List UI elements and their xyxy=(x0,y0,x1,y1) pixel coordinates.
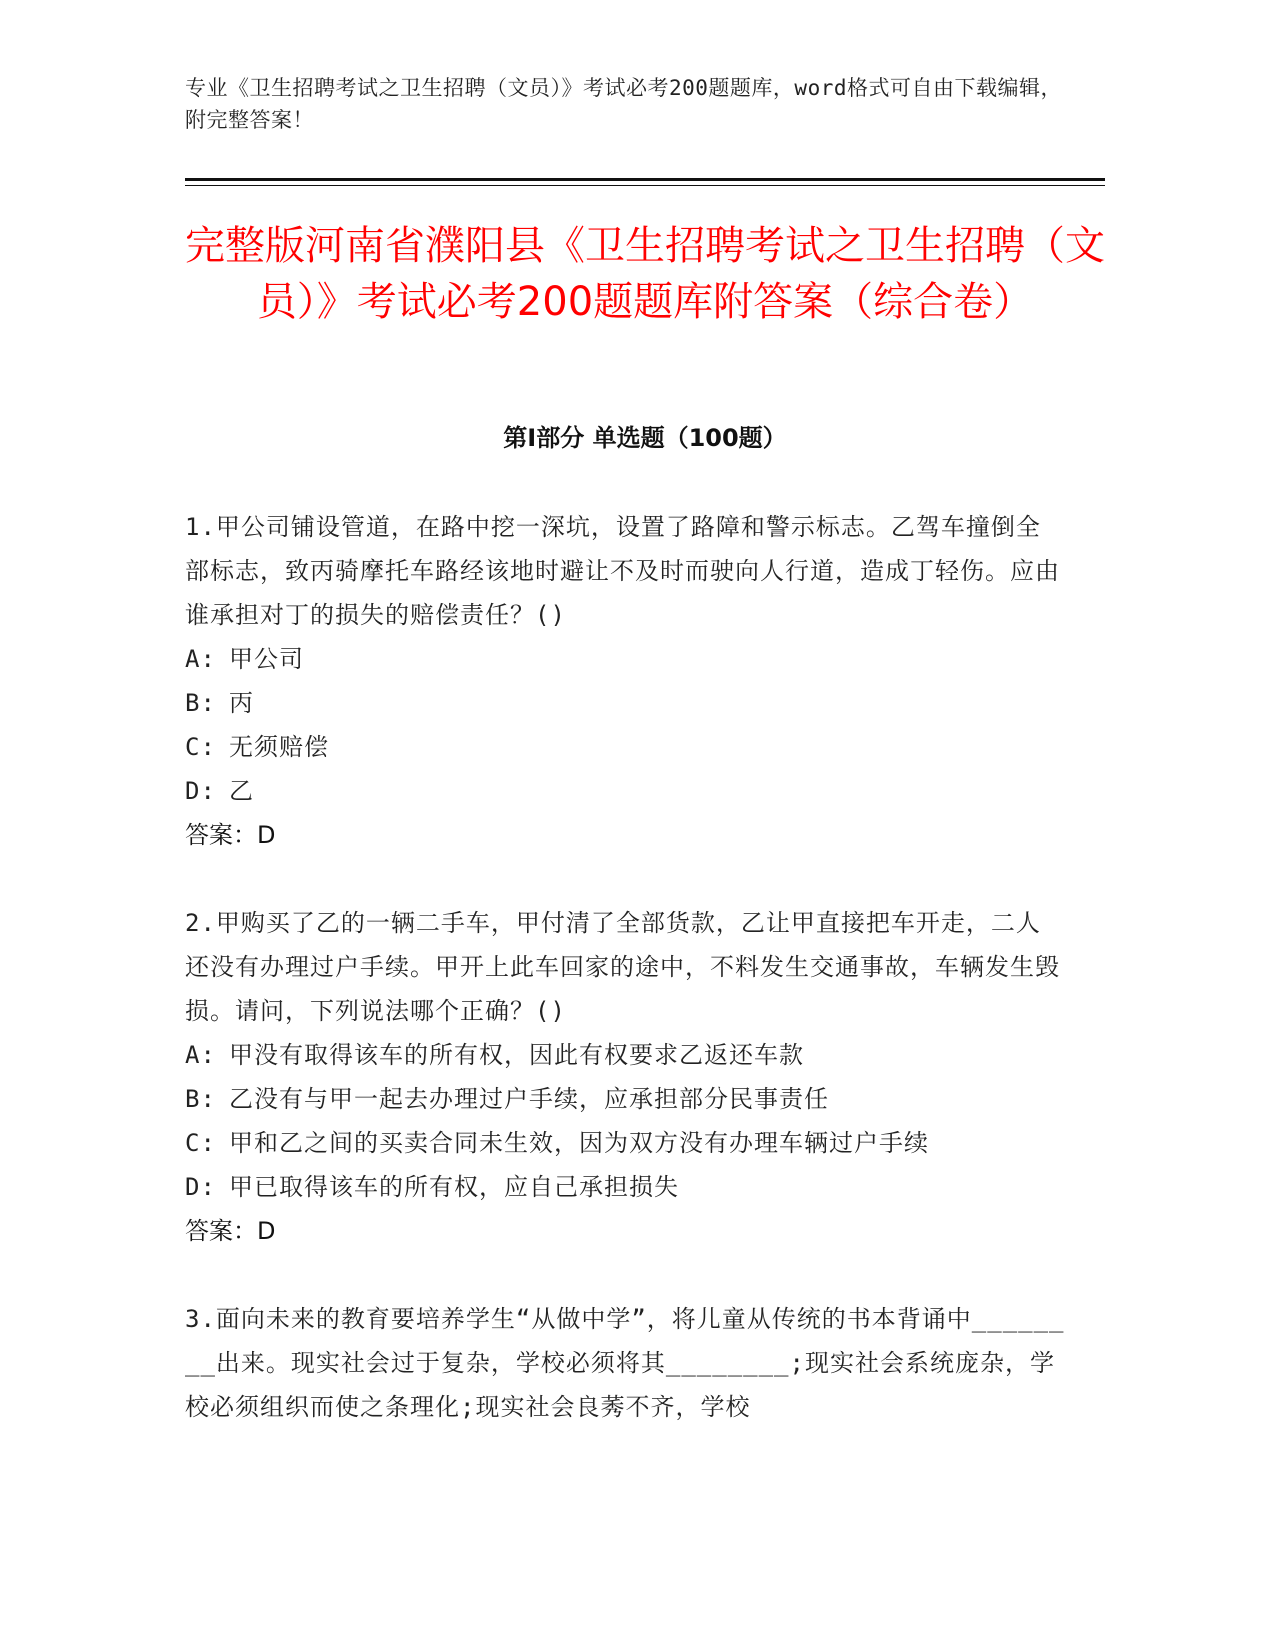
header-rule-thick xyxy=(185,178,1105,181)
option-d xyxy=(185,769,1065,813)
option-text: 乙没有与甲一起去办理过户手续，应承担部分民事责任 xyxy=(229,1085,829,1113)
option-key: A: xyxy=(185,645,216,673)
option-a xyxy=(185,637,1065,681)
document-title: 完整版河南省濮阳县《卫生招聘考试之卫生招聘（文员）》考试必考200题题库附答案（综合卷） xyxy=(185,223,1105,325)
question-stem: 3.面向未来的教育要培养学生“从做中学”，将儿童从传统的书本背诵中________出来。现实社会过于复杂，学校必须将其________;现实社会系统庞杂，学校必须组织而使之条理化;现实社会良莠不齐，学校 xyxy=(185,1305,1065,1421)
option-key: D: xyxy=(185,1173,216,1201)
option-text: 丙 xyxy=(229,689,254,717)
option-a xyxy=(185,1033,1065,1077)
option-text: 甲公司 xyxy=(229,645,304,673)
header-note: 专业《卫生招聘考试之卫生招聘（文员）》考试必考200题题库，word格式可自由下载编辑，附完整答案！ xyxy=(185,76,1062,132)
option-d xyxy=(185,1165,1065,1209)
section-title: 第Ⅰ部分 单选题（100题） xyxy=(503,424,787,452)
option-key: A: xyxy=(185,1041,216,1069)
question-stem: 2.甲购买了乙的一辆二手车，甲付清了全部货款，乙让甲直接把车开走，二人还没有办理过户手续。甲开上此车回家的途中，不料发生交通事故，车辆发生毁损。请问，下列说法哪个正确？() xyxy=(185,909,1060,1025)
option-key: D: xyxy=(185,777,216,805)
question-3 xyxy=(185,1297,1065,1429)
option-key: C: xyxy=(185,733,216,761)
answer-line: 答案：D xyxy=(185,821,276,849)
option-text: 乙 xyxy=(229,777,254,805)
option-text: 甲已取得该车的所有权，应自己承担损失 xyxy=(229,1173,679,1201)
question-2 xyxy=(185,901,1065,1253)
option-text: 甲没有取得该车的所有权，因此有权要求乙返还车款 xyxy=(229,1041,804,1069)
option-key: B: xyxy=(185,1085,216,1113)
option-key: B: xyxy=(185,689,216,717)
header-rule-thin xyxy=(185,185,1105,186)
option-b xyxy=(185,681,1065,725)
answer-line: 答案：D xyxy=(185,1217,276,1245)
option-c xyxy=(185,725,1065,769)
question-list xyxy=(185,505,1065,1473)
option-key: C: xyxy=(185,1129,216,1157)
question-stem: 1.甲公司铺设管道，在路中挖一深坑，设置了路障和警示标志。乙驾车撞倒全部标志，致丙骑摩托车路经该地时避让不及时而驶向人行道，造成丁轻伤。应由谁承担对丁的损失的赔偿责任？() xyxy=(185,513,1060,629)
option-text: 无须赔偿 xyxy=(229,733,329,761)
option-b xyxy=(185,1077,1065,1121)
option-text: 甲和乙之间的买卖合同未生效，因为双方没有办理车辆过户手续 xyxy=(229,1129,929,1157)
question-1 xyxy=(185,505,1065,857)
option-c xyxy=(185,1121,1065,1165)
